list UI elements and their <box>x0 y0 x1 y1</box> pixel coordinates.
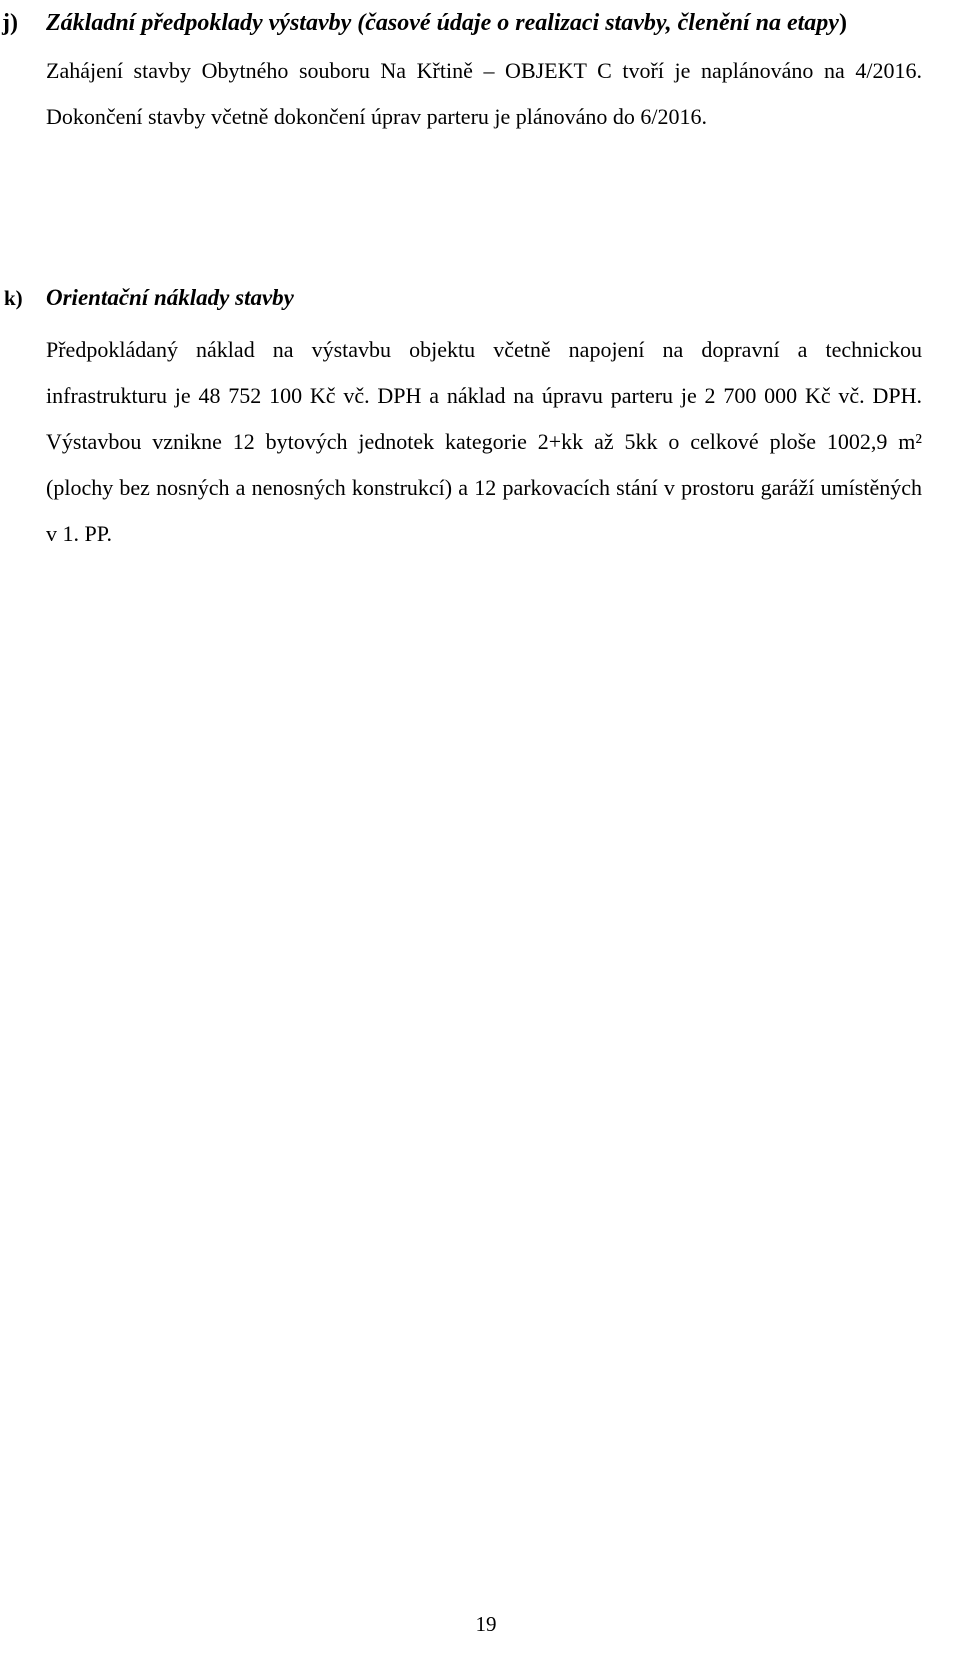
section-j-heading-close: ) <box>838 10 847 36</box>
section-k <box>0 275 960 557</box>
section-k-heading: Orientační náklady stavby <box>46 285 294 310</box>
page-number <box>0 1610 960 1638</box>
page-number-text: 19 <box>475 1612 497 1636</box>
section-j-body: Zahájení stavby Obytného souboru Na Křtině – OBJEKT C tvoří je naplánováno na 4/2016. Dokončení stavby včetně dokončení úprav parteru je plánováno do 6/2016. <box>46 58 922 129</box>
section-k-heading-row <box>0 275 960 321</box>
section-j-heading-row <box>0 0 960 46</box>
section-j-marker: j) <box>2 10 18 36</box>
section-j <box>0 0 960 140</box>
section-k-body: Předpokládaný náklad na výstavbu objektu včetně napojení na dopravní a technickou infrastrukturu je 48 752 100 Kč vč. DPH a náklad na úpravu parteru je 2 700 000 Kč vč. DPH. Výstavbou vznikne 12 bytových jednotek kategorie 2+kk až 5kk o celkové ploše 1002,9 m² (plochy bez nosných a nenosných konstrukcí) a 12 parkovacích stání v prostoru garáží umístěných v 1. PP. <box>46 337 922 546</box>
section-k-marker: k) <box>4 286 23 310</box>
section-j-heading <box>46 0 922 46</box>
section-j-heading-text: Základní předpoklady výstavby (časové údaje o realizaci stavby, členění na etapy <box>46 10 839 36</box>
